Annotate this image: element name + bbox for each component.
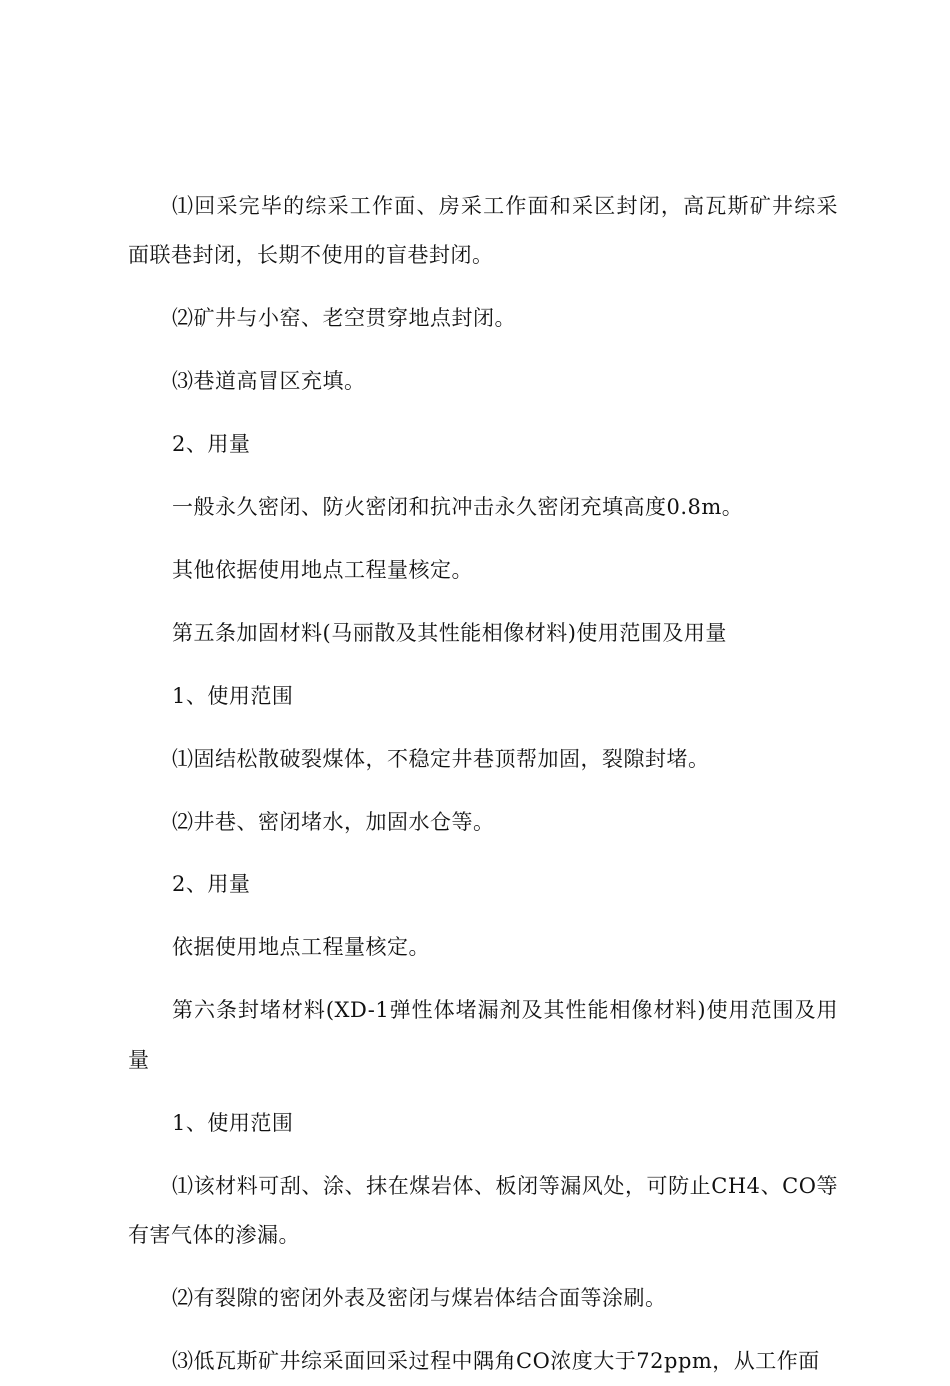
- paragraph-reinforce-scope-2: ⑵井巷、密闭堵水，加固水仓等。: [172, 809, 495, 834]
- paragraph-usage-1: 一般永久密闭、防火密闭和抗冲击永久密闭充填高度0.8m。: [172, 495, 744, 520]
- paragraph-reinforce-scope-1: ⑴固结松散破裂煤体，不稳定井巷顶帮加固，裂隙封堵。: [172, 746, 710, 771]
- heading-scope: 1、使用范围: [172, 683, 294, 708]
- paragraph-sealing-scope-2: ⑵矿井与小窑、老空贯穿地点封闭。: [172, 306, 516, 331]
- document-body: [128, 182, 838, 1386]
- paragraph-reinforce-usage: 依据使用地点工程量核定。: [172, 935, 430, 960]
- paragraph-usage-2: 其他依据使用地点工程量核定。: [172, 557, 473, 582]
- paragraph-sealing-scope-3: ⑶巷道高冒区充填。: [172, 369, 366, 394]
- paragraph-sealing-scope-1: ⑴回采完毕的综采工作面、房采工作面和采区封闭，高瓦斯矿井综采面联巷封闭，长期不使用的盲巷封闭。: [128, 194, 838, 268]
- heading-scope: 1、使用范围: [172, 1110, 294, 1135]
- heading-article-5: 第五条加固材料(马丽散及其性能相像材料)使用范围及用量: [172, 620, 727, 645]
- heading-article-6: 第六条封堵材料(XD-1弹性体堵漏剂及其性能相像材料)使用范围及用量: [128, 998, 838, 1072]
- paragraph-plug-scope-2: ⑵有裂隙的密闭外表及密闭与煤岩体结合面等涂刷。: [172, 1285, 667, 1310]
- heading-usage: 2、用量: [172, 872, 251, 897]
- paragraph-plug-scope-3: ⑶低瓦斯矿井综采面回采过程中隅角CO浓度大于72ppm，从工作面: [172, 1348, 820, 1373]
- heading-usage: 2、用量: [172, 432, 251, 457]
- paragraph-plug-scope-1: ⑴该材料可刮、涂、抹在煤岩体、板闭等漏风处，可防止CH4、CO等有害气体的渗漏。: [128, 1173, 838, 1247]
